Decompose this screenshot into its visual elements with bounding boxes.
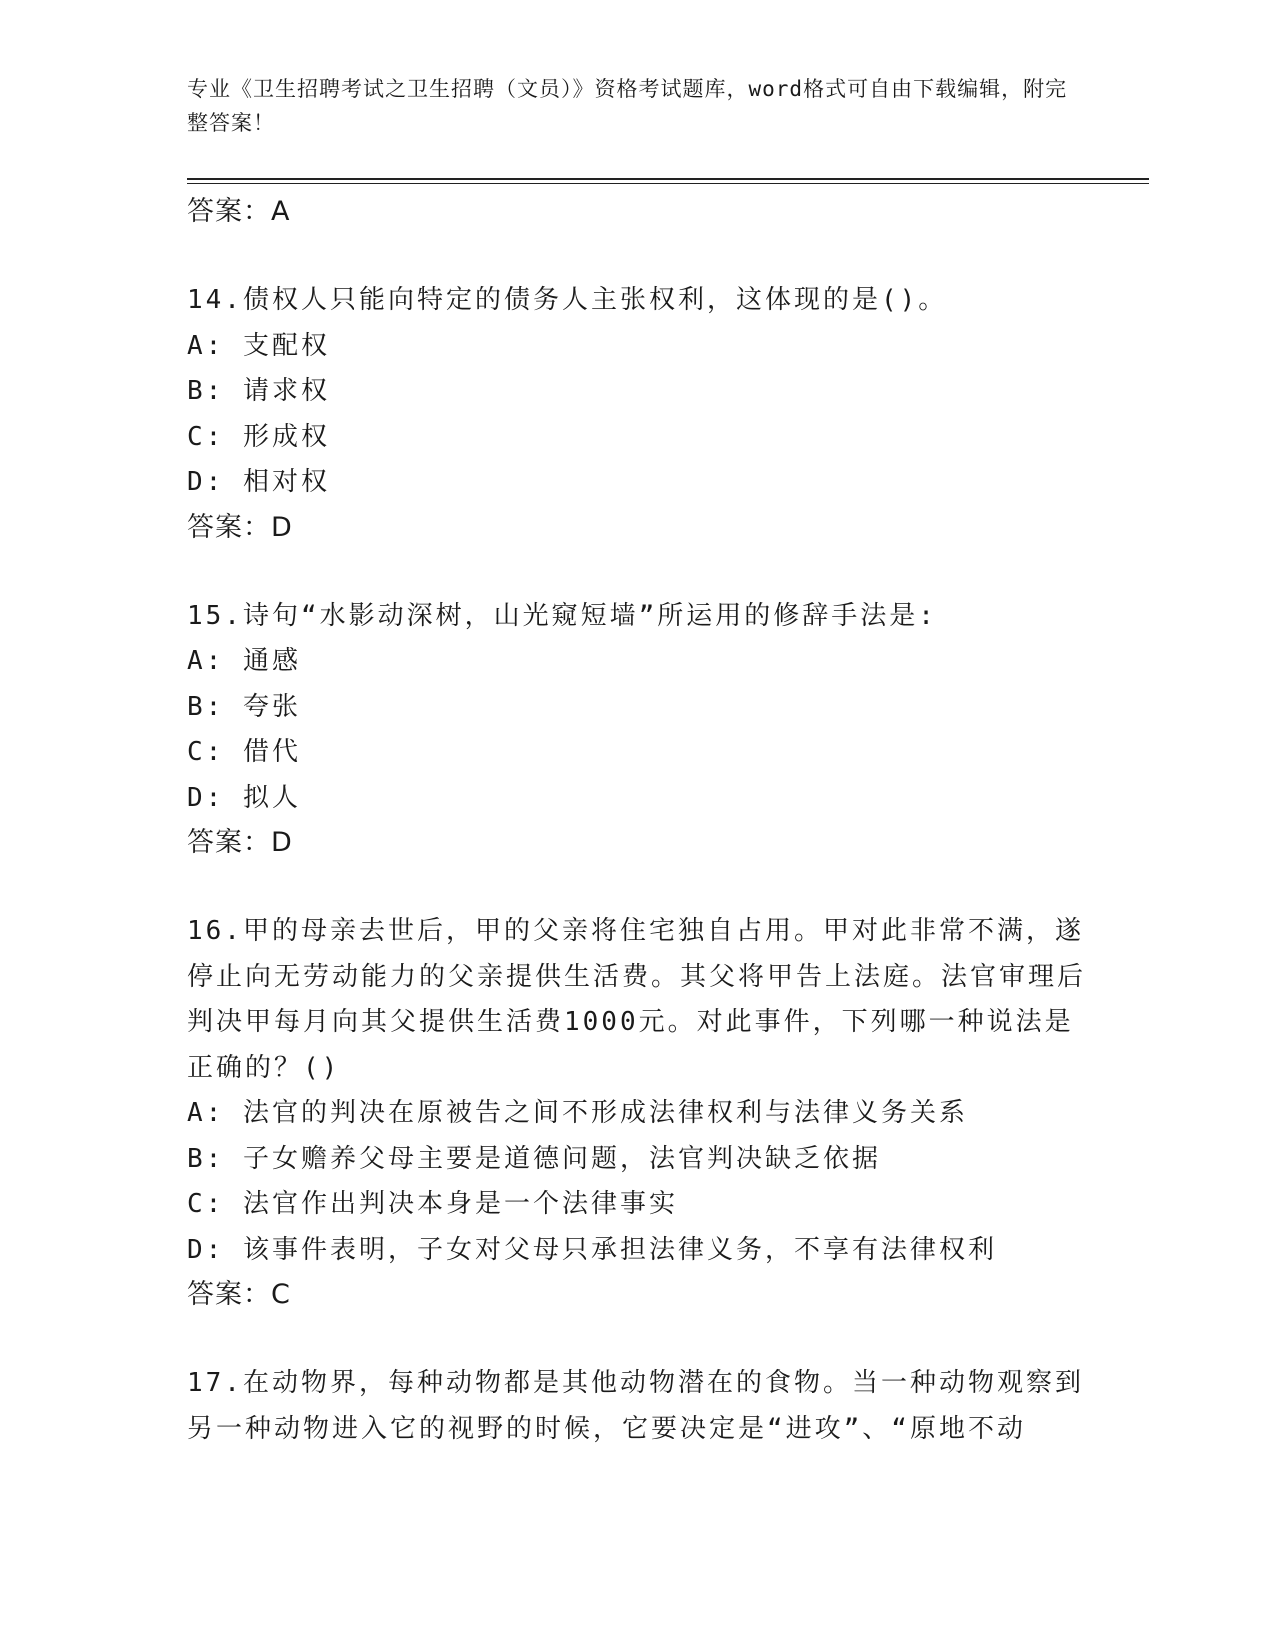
header-divider-thick (187, 178, 1149, 180)
question-text: 17.在动物界，每种动物都是其他动物潜在的食物。当一种动物观察到另一种动物进入它的视野的时候，它要决定是“进攻”、“原地不动 (187, 1368, 1084, 1444)
option-a: A: 法官的判决在原被告之间不形成法律权利与法律义务关系 (187, 1098, 968, 1128)
option-c: C: 法官作出判决本身是一个法律事实 (187, 1189, 678, 1219)
question-text: 16.甲的母亲去世后，甲的父亲将住宅独自占用。甲对此非常不满，遂停止向无劳动能力的父亲提供生活费。其父将甲告上法庭。法官审理后判决甲每月向其父提供生活费1000元。对此事件，下列哪一种说法是正确的？() (187, 916, 1087, 1083)
answer-label: 答案：A (187, 196, 291, 227)
question-list (187, 190, 1087, 1452)
document-header: 专业《卫生招聘考试之卫生招聘（文员）》资格考试题库，word格式可自由下载编辑，附完整答案！ (187, 77, 1068, 135)
option-d: D: 相对权 (187, 467, 330, 497)
option-b: B: 子女赡养父母主要是道德问题，法官判决缺乏依据 (187, 1143, 881, 1174)
question-text: 15.诗句“水影动深树，山光窥短墙”所运用的修辞手法是: (187, 600, 937, 631)
option-c: C: 借代 (187, 737, 301, 767)
question-17 (187, 1361, 1087, 1452)
question-text: 14.债权人只能向特定的债务人主张权利，这体现的是()。 (187, 285, 948, 315)
option-b: B: 请求权 (187, 376, 330, 406)
option-b: B: 夸张 (187, 691, 301, 722)
option-a: A: 支配权 (187, 330, 330, 361)
question-15 (187, 594, 1087, 866)
option-c: C: 形成权 (187, 421, 330, 452)
header-divider-thin (187, 183, 1149, 184)
answer-label: 答案：D (187, 827, 293, 858)
question-16 (187, 909, 1087, 1317)
question-14 (187, 278, 1087, 550)
option-d: D: 该事件表明，子女对父母只承担法律义务，不享有法律权利 (187, 1234, 997, 1265)
answer-label: 答案：D (187, 511, 293, 543)
option-d: D: 拟人 (187, 782, 301, 813)
option-a: A: 通感 (187, 646, 301, 676)
answer-label: 答案：C (187, 1279, 291, 1310)
